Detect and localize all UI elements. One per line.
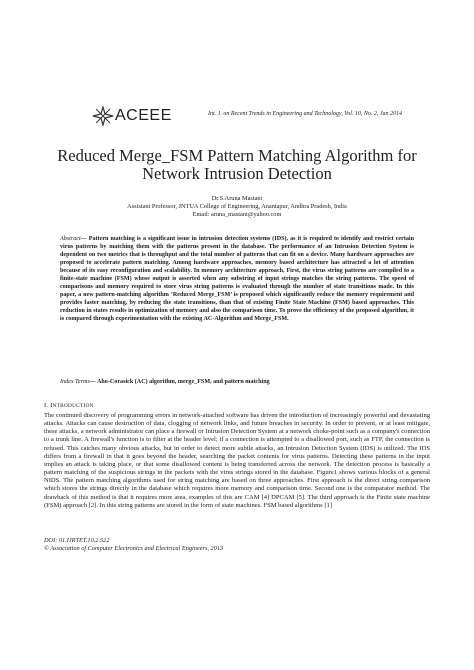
- index-terms: [60, 378, 414, 386]
- author-affiliation: Assistant Professor, JNTUA College of Engineering, Anantapur, Andhra Pradesh, India: [127, 203, 347, 210]
- logo-star-icon: [92, 106, 114, 126]
- abstract-text: — Pattern matching is a significant issue in intrusion detection systems (IDS), as it is required to identify and restrict certain virus patterns by matching them with the patterns present in the database. The performance of an Intrusion Detection System is dependent on two metrics that is throughput and the total number of patterns that can fit on a device. Many hardware approaches are proposed to accelerate pattern matching. Among hardware approaches, memory based architecture has attracted a lot of attention because of its easy reconfiguration and scalability. In memory architecture approach, First, the virus string patterns are compiled to a finite-state machine (FSM) whose output is asserted when any substring of input strings matches the string patterns. The speed of comparisons and memory required to store virus string patterns is evaluated through the number of state transitions made. In this paper, a new pattern-matching algorithm ‘Reduced Merge_FSM’ is proposed which significantly reduce the memory requirement and provides faster matching, by reducing the state transitions, than that of existing Finite State Machine (FSM) based approaches. This reduction in states results in optimization of memory and also the comparison time. To prove the efficiency of the proposed algorithm, it is compared through experimentation with the existing AC-Algorithm and Merge_FSM.: [60, 236, 414, 323]
- index-terms-label: Index Terms: [60, 379, 90, 385]
- copyright: © Association of Computer Electronics and Electrical Engineers, 2013: [44, 545, 224, 552]
- section-rest: NTRODUCTION: [52, 403, 94, 409]
- logo-text: ACEEE: [115, 107, 172, 124]
- abstract: [60, 235, 414, 324]
- introduction-paragraph: The continued discovery of programming errors in network-attached software has driven the introduction of increasingly powerful and devastating attacks. Attacks can cause destruction of data, clogging of network links, and future breaches in security. In order to prevent, or at least mitigate, these attacks, a network administrator can place a firewall or Intrusion Detection System at a network choke-point such as a company's connection to a trunk line. A firewall's function is to filter at the header level; if a connection is attempted to a disallowed port, such as FTP, the connection is refused. This catches many obvious attacks, but in order to detect more subtle attacks, an Intrusion Detection System (IDS) is utilized. The IDS differs from a firewall in that it goes beyond the header, searching the packet contents for virus patterns. Detecting these patterns in the input implies an attack is taking place, or that some disallowed content is being transferred across the network. The detection process is basically a pattern matching of the suspicious strings in the packets with the virus strings stored in the database. Figure1 shows various blocks of a general NIDS. The pattern matching algorithms used for string matching are based on three approaches. First approach is the direct string comparison which stores the strings directly in the database which requires more memory and comparison time. Second one is the comparator method. The drawback of this method is that it requires more area, examples of this are CAM [4] DPCAM [5]. The third approach is the Finite state machine (FSM) approach [2]. In this string patterns are stored in the form of state machines. FSM based algorithms [1]: [44, 412, 430, 509]
- author-name: Dr.S.Aruna Mastani: [211, 195, 263, 202]
- journal-logo: [92, 106, 172, 126]
- paper-title-line-2: Network Intrusion Detection: [142, 164, 332, 183]
- doi: DOI: 01.IJRTET.10.2.522: [44, 537, 110, 544]
- journal-citation: Int. J. on Recent Trends in Engineering and Technology, Vol. 10, No. 2, Jan 2014: [208, 111, 403, 117]
- index-terms-text: — Aho-Corasick (AC) algorithm, merge_FSM, and pattern matching: [89, 379, 270, 385]
- section-heading-introduction: [44, 402, 94, 409]
- section-first-letter: I: [50, 402, 53, 409]
- abstract-label: Abstract: [60, 236, 81, 242]
- section-number: I.: [44, 402, 51, 409]
- paper-title-line-1: Reduced Merge_FSM Pattern Matching Algorithm for: [57, 146, 417, 165]
- author-email: Email: aruna_mastani@yahoo.com: [192, 211, 282, 218]
